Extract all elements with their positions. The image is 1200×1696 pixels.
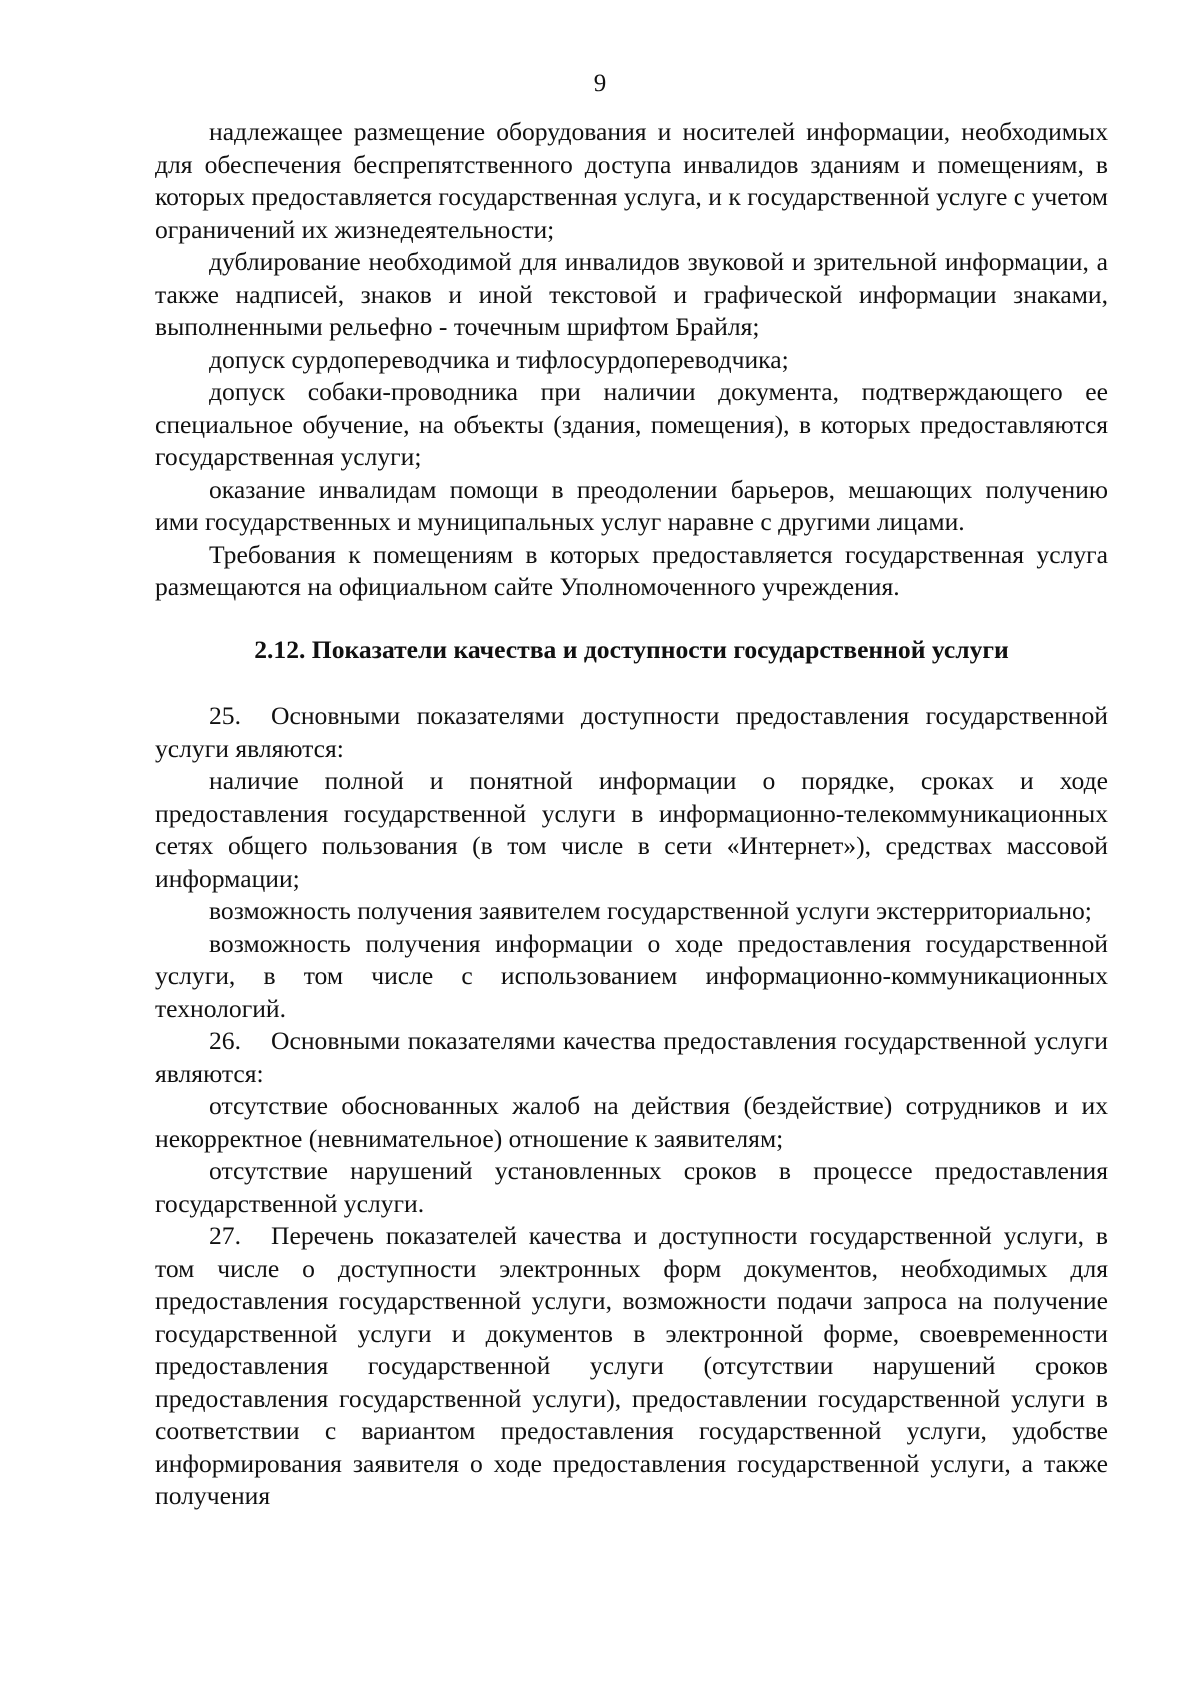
paragraph: надлежащее размещение оборудования и носителей информации, необходимых для обеспечения беспрепятственного доступа инвалидов зданиям и помещениям, в которых предоставляется государственная услуга, и к государственной услуге с учетом ограничений их жизнедеятельности; xyxy=(155,117,1108,244)
paragraph: допуск сурдопереводчика и тифлосурдопереводчика; xyxy=(209,344,789,374)
item-number: 25. xyxy=(209,701,241,730)
paragraph: дублирование необходимой для инвалидов звуковой и зрительной информации, а также надписей, знаков и иной текстовой и графической информации знаками, выполненными рельефно - точечным шрифтом Брайля; xyxy=(155,247,1108,341)
sub-paragraph: отсутствие нарушений установленных сроков в процессе предоставления государственной услуги. xyxy=(155,1156,1108,1218)
item-text: Перечень показателей качества и доступности государственной услуги, в том числе о доступности электронных форм документов, необходимых для предоставления государственной услуги, возможности подачи запроса на получение государственной услуги и документов в электронной форме, своевременности предоставления государственной услуги (отсутствии нарушений сроков предоставления государственной услуги), предоставлении государственной услуги в соответствии с вариантом предоставления государственной услуги, удобстве информирования заявителя о ходе предоставления государственной услуги, а также получения xyxy=(155,1221,1108,1510)
paragraph: Требования к помещениям в которых предоставляется государственная услуга размещаются на официальном сайте Уполномоченного учреждения. xyxy=(155,539,1108,601)
item-number: 27. xyxy=(209,1221,241,1250)
item-text: Основными показателями качества предоставления государственной услуги являются: xyxy=(155,1026,1108,1088)
sub-paragraph: наличие полной и понятной информации о порядке, сроках и ходе предоставления государственной услуги в информационно-телекоммуникационных сетях общего пользования (в том числе в сети «Интернет»), средствах массовой информации; xyxy=(155,766,1108,893)
numbered-item-26 xyxy=(155,1025,1108,1090)
paragraph: оказание инвалидам помощи в преодолении барьеров, мешающих получению ими государственных и муниципальных услуг наравне с другими лицами. xyxy=(155,474,1108,536)
sub-paragraph: возможность получения заявителем государственной услуги экстерриториально; xyxy=(209,896,1092,925)
paragraph: допуск собаки-проводника при наличии документа, подтверждающего ее специальное обучение, на объекты (здания, помещения), в которых предоставляются государственная услуги; xyxy=(155,377,1108,471)
numbered-item-25 xyxy=(155,700,1108,765)
numbered-item-27 xyxy=(155,1220,1108,1513)
item-text: Основными показателями доступности предоставления государственной услуги являются: xyxy=(155,701,1108,763)
sub-paragraph: возможность получения информации о ходе предоставления государственной услуги, в том числе с использованием информационно-коммуникационных технологий. xyxy=(155,928,1108,1023)
item-number: 26. xyxy=(209,1026,241,1055)
sub-paragraph: отсутствие обоснованных жалоб на действия (бездействие) сотрудников и их некорректное (невнимательное) отношение к заявителям; xyxy=(155,1091,1108,1153)
page-number: 9 xyxy=(593,70,607,97)
document-body xyxy=(155,116,1108,1513)
section-heading: 2.12. Показатели качества и доступности государственной услуги xyxy=(254,634,1009,664)
